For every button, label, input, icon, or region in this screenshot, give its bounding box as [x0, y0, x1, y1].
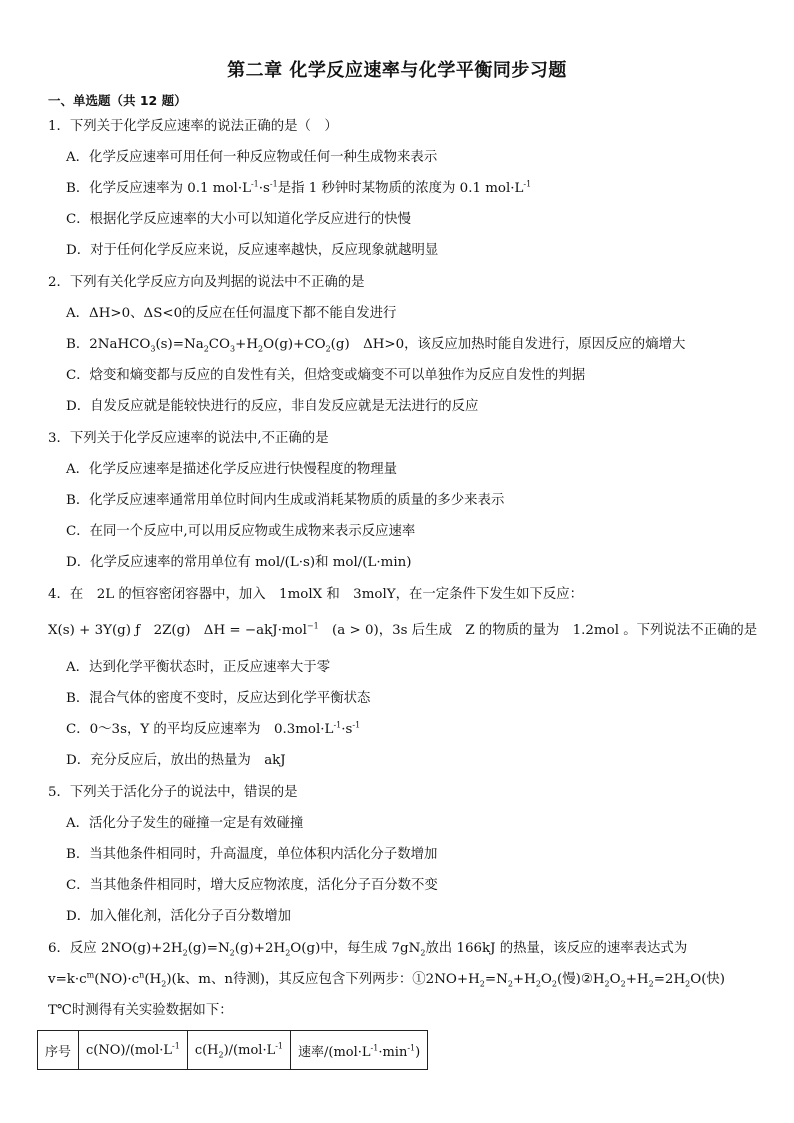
question-4-option-d: D．充分反应后，放出的热量为 akJ — [66, 753, 286, 768]
question-3-option-a: A．化学反应速率是描述化学反应进行快慢程度的物理量 — [66, 462, 398, 477]
question-1-stem: 1．下列关于化学反应速率的说法正确的是（ ） — [48, 119, 338, 134]
question-6-stem-line-1: 6．反应 $2NO(g)+2H_2(g)=N_2(g)+2H_2O(g)$中，每生成 $7gN_2$放出 166kJ 的热量，该反应的速率表达式为 — [48, 941, 688, 958]
question-4-stem: 4．在 2L 的恒容密闭容器中，加入 1molX 和 3molY，在一定条件下发生如下反应： — [48, 587, 584, 602]
table-header-no-concentration: $c(NO)/(mol\cdot L^{-1}$ — [79, 1031, 188, 1070]
question-5-option-d: D．加入催化剂，活化分子百分数增加 — [66, 909, 291, 924]
question-3-option-d: D．化学反应速率的常用单位有 mol/(L·s)和 mol/(L·min) — [66, 555, 412, 570]
question-1-option-c: C．根据化学反应速率的大小可以知道化学反应进行的快慢 — [66, 212, 412, 227]
section-heading: 一、单选题（共 12 题） — [48, 93, 187, 108]
question-1-option-d: D．对于任何化学反应来说，反应速率越快，反应现象就越明显 — [66, 243, 439, 258]
question-5-stem: 5．下列关于活化分子的说法中，错误的是 — [48, 785, 298, 800]
question-6-stem-line-2: $v=k\cdot c^m(NO)\cdot c^n(H_2)(k$、m、n待测)，其反应包含下列两步：$①2NO+H_2=N_2+H_2O_2$(慢)$②H_2O_2+H_2=2H_2O$(快) — [48, 970, 726, 989]
table-header-h2-concentration: $c(H_2)/(mol\cdot L^{-1}$ — [187, 1031, 290, 1070]
page-title: 第二章 化学反应速率与化学平衡同步习题 — [227, 60, 567, 81]
question-1-option-b: B．化学反应速率为 0.1 $mol\cdot L^{-1}\cdot s^{-1}$是指 1 秒钟时某物质的浓度为 0.1 $mol\cdot L^{-1}$ — [66, 179, 532, 196]
question-2-option-c: C．焓变和熵变都与反应的自发性有关，但焓变或熵变不可以单独作为反应自发性的判据 — [66, 368, 586, 383]
question-5-option-b: B．当其他条件相同时，升高温度，单位体积内活化分子数增加 — [66, 847, 438, 862]
table-header-row — [38, 1031, 428, 1070]
question-2-stem: 2．下列有关化学反应方向及判据的说法中不正确的是 — [48, 275, 365, 290]
question-5-option-a: A．活化分子发生的碰撞一定是有效碰撞 — [66, 816, 304, 831]
question-6-table-intro: T℃时测得有关实验数据如下： — [48, 1003, 233, 1018]
question-4-option-b: B．混合气体的密度不变时，反应达到化学平衡状态 — [66, 691, 371, 706]
question-2-option-b: B．$2NaHCO_3(s)=Na_2CO_3+H_2O(g)+CO_2(g)$ ΔH>0，该反应加热时能自发进行，原因反应的熵增大 — [66, 337, 686, 354]
question-4-equation: X(s) + 3Y(g) ƒ 2Z(g) ΔH = −akJ·mol$^{-1}$ (a > 0)，3s 后生成 Z 的物质的量为 1.2mol 。下列说法不正确的是 — [48, 621, 758, 638]
question-3-option-c: C．在同一个反应中,可以用反应物或生成物来表示反应速率 — [66, 524, 416, 539]
experiment-data-table — [37, 1030, 428, 1070]
question-3-stem: 3．下列关于化学反应速率的说法中,不正确的是 — [48, 431, 329, 446]
question-4-option-a: A．达到化学平衡状态时，正反应速率大于零 — [66, 660, 331, 675]
question-3-option-b: B．化学反应速率通常用单位时间内生成或消耗某物质的质量的多少来表示 — [66, 493, 505, 508]
question-5-option-c: C．当其他条件相同时，增大反应物浓度，活化分子百分数不变 — [66, 878, 438, 893]
question-2-option-a: A．ΔH>0、ΔS<0的反应在任何温度下都不能自发进行 — [66, 306, 397, 321]
table-header-rate: 速率$/(mol\cdot L^{-1}\cdot\min^{-1})$ — [291, 1031, 428, 1070]
table-header-index: 序号 — [38, 1031, 79, 1070]
question-4-option-c: C．0～3s，Y 的平均反应速率为 $0.3mol\cdot L^{-1}\cdot s^{-1}$ — [66, 720, 361, 737]
question-1-option-a: A．化学反应速率可用任何一种反应物或任何一种生成物来表示 — [66, 150, 438, 165]
question-2-option-d: D．自发反应就是能较快进行的反应，非自发反应就是无法进行的反应 — [66, 399, 479, 414]
